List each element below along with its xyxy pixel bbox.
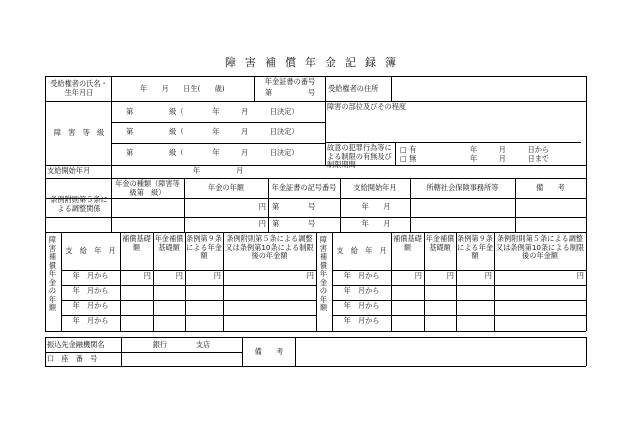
start-month-header: 支給開始年月 [353, 183, 397, 193]
table-rule-vertical [391, 76, 392, 101]
table-rule-vertical [242, 337, 243, 366]
compensation-base-cell-right[interactable]: 円 [414, 271, 422, 280]
payment-month-header-left: 支 給 年 月 [65, 246, 116, 256]
remarks-field[interactable] [297, 339, 584, 365]
pension-type-header: 年金の種類（障害等級第 級） [115, 178, 180, 197]
annual-amount-cell[interactable]: 円 [258, 219, 266, 229]
annual-amount-header: 年金の年額 [208, 183, 244, 193]
cert-code-cell[interactable]: 第 号 [272, 202, 316, 212]
annual-amount-cell[interactable]: 円 [258, 202, 266, 212]
payment-month-cell-right[interactable]: 年 月から [343, 286, 380, 295]
ordinance-9-amount-header-right: 条例第９条による年金額 [457, 234, 493, 261]
form-title: 障害補償年金記録簿 [225, 56, 405, 69]
payment-month-cell-right[interactable]: 年 月から [343, 301, 380, 310]
table-rule-vertical [45, 76, 46, 178]
table-rule-horizontal [45, 331, 586, 332]
payment-month-cell-left[interactable]: 年 月から [72, 271, 109, 280]
restriction-yes-checkbox[interactable]: □ 有 [400, 145, 417, 154]
table-rule-horizontal [45, 76, 586, 77]
table-rule-vertical [45, 232, 46, 331]
table-rule-vertical [325, 76, 326, 165]
dob-field[interactable]: 年 月 日生( 歳) [140, 83, 225, 93]
payment-start-field[interactable]: 年 月 [192, 166, 244, 176]
restriction-until[interactable]: 年 月 日まで [470, 154, 550, 163]
bank-name-label: 振込先金融機関名 [47, 339, 105, 349]
ordinance-9-amount-cell-right[interactable]: 円 [484, 271, 492, 280]
annual-amount-vertical-label-left: 障害補償年金の年額 [48, 235, 57, 312]
recipient-name-dob-label: 受給権者の氏名・生年月日 [50, 79, 108, 97]
cert-code-header: 年金証書の記号番号 [271, 183, 337, 193]
certificate-number-field[interactable]: 第 号 [264, 88, 316, 97]
ordinance-9-amount-header-left: 条例第９条による年金額 [186, 234, 222, 261]
adjusted-amount-header-right: 条例附則第５条による調整又は条例第10条による制限後の年金額 [495, 234, 585, 261]
cert-code-cell[interactable]: 第 号 [272, 219, 316, 229]
payment-month-cell-left[interactable]: 年 月から [72, 286, 109, 295]
disability-part-label: 障害の部位及びその程度 [327, 102, 407, 111]
pension-base-cell-right[interactable]: 円 [446, 271, 454, 280]
ordinance-9-amount-cell-left[interactable]: 円 [213, 271, 221, 280]
address-field[interactable] [391, 78, 585, 100]
start-month-cell[interactable]: 年 月 [361, 202, 391, 212]
office-header: 所轄社会保険事務所等 [426, 183, 499, 193]
adjusted-amount-cell-left[interactable]: 円 [306, 271, 314, 280]
pension-base-header-left: 年金補償基礎額 [154, 234, 184, 252]
table-rule-vertical [295, 337, 296, 366]
table-rule-horizontal [45, 366, 242, 367]
table-rule-horizontal [242, 337, 586, 338]
bank-name-field[interactable]: 銀行 支店 [152, 339, 211, 349]
adjustment-label: 条例附則第５条による調整関係 [50, 195, 108, 213]
payment-month-header-right: 支 給 年 月 [336, 246, 387, 256]
restriction-from[interactable]: 年 月 日から [470, 145, 550, 154]
table-rule-vertical [586, 178, 587, 232]
table-rule-vertical [316, 232, 317, 331]
pension-base-header-right: 年金補償基礎額 [425, 234, 455, 252]
grade-row-1[interactable]: 第 級（ 年 月 日決定） [126, 106, 299, 116]
table-rule-vertical [586, 337, 587, 366]
disability-grade-label: 障 害 等 級 [53, 127, 105, 137]
account-number-field[interactable] [123, 353, 240, 365]
annual-amount-vertical-label-right: 障害補償年金の年額 [319, 235, 328, 312]
table-rule-vertical [45, 178, 46, 232]
restriction-no-checkbox[interactable]: □ 無 [400, 154, 417, 163]
compensation-base-header-right: 補償基礎額 [393, 234, 422, 252]
table-rule-horizontal [242, 366, 586, 367]
table-rule-vertical [395, 142, 396, 165]
table-rule-vertical [586, 232, 587, 331]
table-rule-horizontal [45, 337, 242, 338]
grade-row-2[interactable]: 第 級（ 年 月 日決定） [126, 126, 299, 136]
compensation-base-header-left: 補償基礎額 [122, 234, 151, 252]
remarks-header: 備 考 [536, 183, 565, 193]
adjusted-amount-header-left: 条例附則第５条による調整又は条例第10条による制限後の年金額 [225, 234, 314, 261]
account-number-label: 口 座 番 号 [47, 353, 98, 363]
table-rule-vertical [45, 337, 46, 366]
table-rule-vertical [121, 337, 122, 366]
remarks-label: 備 考 [254, 346, 284, 356]
table-rule-vertical [111, 101, 112, 165]
payment-month-cell-left[interactable]: 年 月から [72, 301, 109, 310]
address-label: 受給権者の住所 [328, 83, 379, 93]
grade-row-3[interactable]: 第 級（ 年 月 日決定） [126, 148, 299, 158]
payment-start-label: 支給開始年月 [47, 166, 91, 176]
compensation-base-cell-left[interactable]: 円 [143, 271, 151, 280]
crime-restriction-label: 故意の犯罪行為等による制限の有無及び制限期間 [327, 143, 392, 170]
table-rule-vertical [111, 76, 112, 101]
start-month-cell[interactable]: 年 月 [361, 219, 391, 229]
payment-month-cell-right[interactable]: 年 月から [343, 316, 380, 325]
certificate-number-label: 年金証書の番号 [264, 77, 316, 86]
pension-base-cell-left[interactable]: 円 [175, 271, 183, 280]
table-rule-vertical [254, 76, 255, 101]
table-rule-vertical [586, 76, 587, 178]
payment-month-cell-right[interactable]: 年 月から [343, 271, 380, 280]
adjusted-amount-cell-right[interactable]: 円 [576, 271, 584, 280]
table-rule-horizontal [45, 101, 586, 102]
payment-month-cell-left[interactable]: 年 月から [72, 316, 109, 325]
